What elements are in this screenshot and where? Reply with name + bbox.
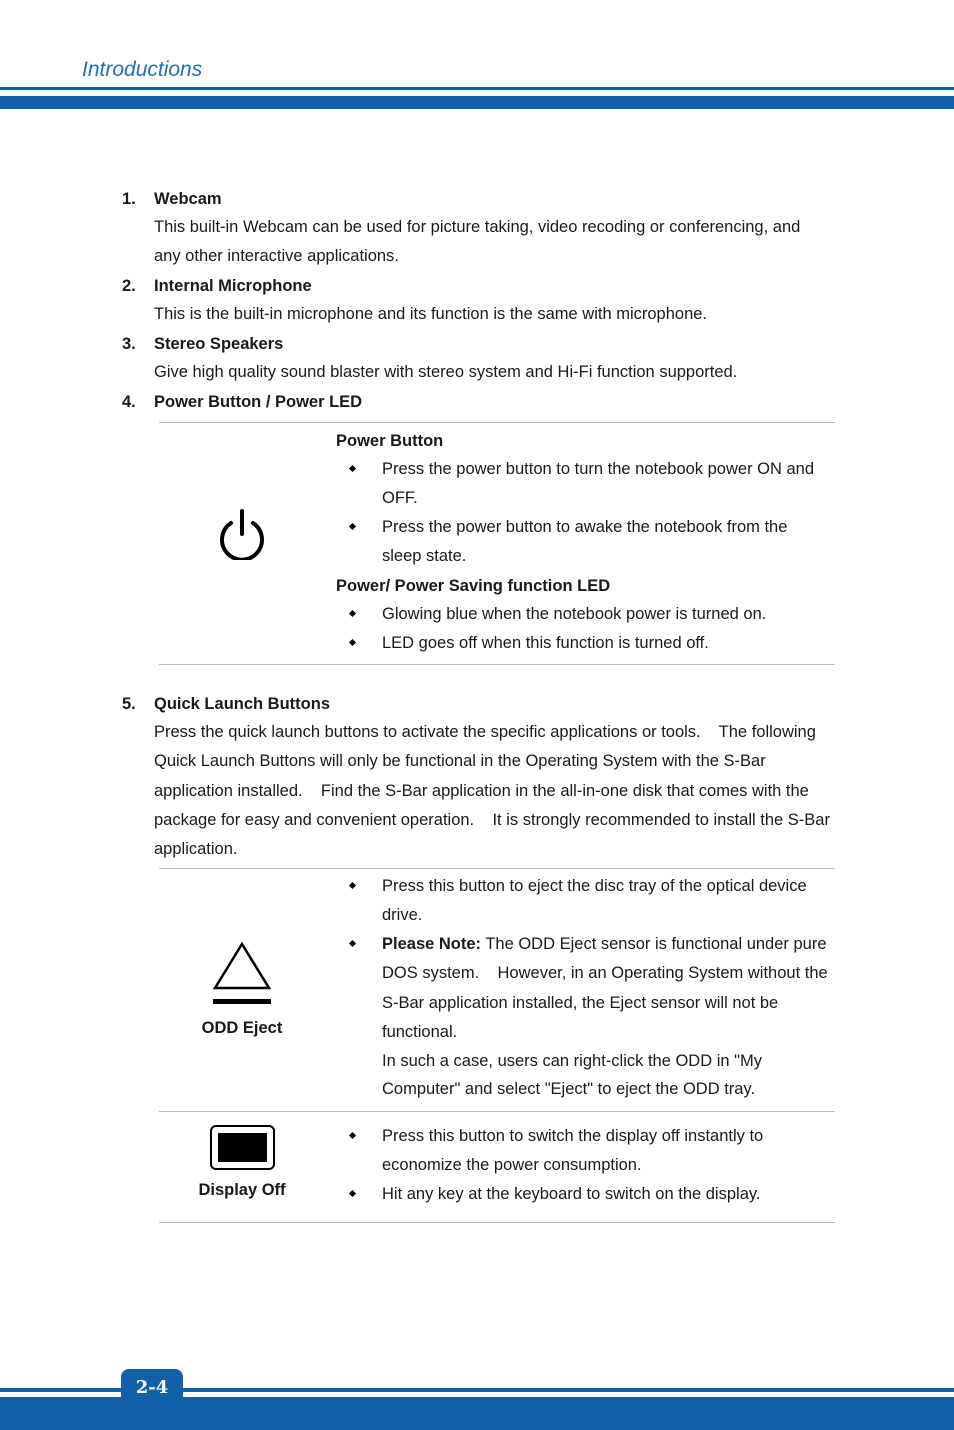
table-rule bbox=[159, 664, 835, 665]
bullet-icon bbox=[349, 465, 356, 472]
table-rule bbox=[159, 868, 835, 869]
display-off-label: Display Off bbox=[198, 1181, 286, 1199]
section-title-microphone: Internal Microphone bbox=[154, 277, 312, 295]
odd-eject-extra: In such a case, users can right-click the ODD in "My Computer" and select "Eject" to eject the ODD tray. bbox=[382, 1052, 762, 1098]
power-icon bbox=[217, 508, 267, 560]
section-number: 4. bbox=[122, 393, 136, 411]
section-title-webcam: Webcam bbox=[154, 190, 222, 208]
bullet-icon bbox=[349, 523, 356, 530]
power-led-bullet: LED goes off when this function is turned off. bbox=[382, 634, 709, 652]
power-button-bullet: Press the power button to awake the notebook from the sleep state. bbox=[382, 518, 788, 565]
table-rule bbox=[159, 1222, 835, 1223]
power-led-heading: Power/ Power Saving function LED bbox=[336, 577, 611, 595]
power-led-bullet: Glowing blue when the notebook power is turned on. bbox=[382, 605, 767, 623]
note-text: The ODD Eject sensor is functional under pure DOS system. However, in an Operating System without the S-Bar application installed, the Eject sensor will not be functional. bbox=[382, 935, 833, 1041]
bullet-icon bbox=[349, 639, 356, 646]
header-rule-thin bbox=[0, 87, 954, 90]
power-button-bullet: Press the power button to turn the notebook power ON and OFF. bbox=[382, 460, 815, 507]
section-number: 5. bbox=[122, 695, 136, 713]
table-rule bbox=[159, 422, 835, 423]
section-title-speakers: Stereo Speakers bbox=[154, 335, 284, 353]
note-label: Please Note: bbox=[382, 935, 482, 953]
header-rule-thick bbox=[0, 96, 954, 109]
section-number: 1. bbox=[122, 190, 136, 208]
bullet-icon bbox=[349, 610, 356, 617]
section-desc-webcam: This built-in Webcam can be used for picture taking, video recoding or conferencing, and any other interactive applications. bbox=[154, 218, 801, 265]
odd-eject-bullet: Press this button to eject the disc tray of the optical device drive. bbox=[382, 877, 807, 924]
section-title-quick-launch: Quick Launch Buttons bbox=[154, 695, 331, 713]
section-desc-quick-launch: Press the quick launch buttons to activate the specific applications or tools. The following Quick Launch Buttons will only be functional in the Operating System with the S-Bar application installed. Find the S-Bar application in the all-in-one disk that comes with the package for easy and convenient operation. It is strongly recommended to install the S-Bar application. bbox=[154, 723, 835, 859]
bullet-icon bbox=[349, 882, 356, 889]
bullet-icon bbox=[349, 940, 356, 947]
section-number: 3. bbox=[122, 335, 136, 353]
page-number: 2-4 bbox=[121, 1369, 183, 1407]
power-button-heading: Power Button bbox=[336, 432, 444, 450]
section-desc-microphone: This is the built-in microphone and its function is the same with microphone. bbox=[154, 305, 708, 323]
page-header-title: Introductions bbox=[82, 58, 203, 81]
table-rule bbox=[159, 1111, 835, 1112]
bullet-icon bbox=[349, 1190, 356, 1197]
eject-icon bbox=[211, 941, 273, 1007]
section-number: 2. bbox=[122, 277, 136, 295]
odd-eject-note bbox=[382, 930, 832, 1047]
section-desc-speakers: Give high quality sound blaster with stereo system and Hi-Fi function supported. bbox=[154, 363, 738, 381]
odd-eject-label: ODD Eject bbox=[201, 1019, 283, 1037]
section-title-power: Power Button / Power LED bbox=[154, 393, 363, 411]
display-off-icon bbox=[210, 1125, 275, 1170]
display-off-bullet: Press this button to switch the display off instantly to economize the power consumption. bbox=[382, 1127, 764, 1174]
bullet-icon bbox=[349, 1132, 356, 1139]
display-off-bullet: Hit any key at the keyboard to switch on the display. bbox=[382, 1185, 761, 1203]
